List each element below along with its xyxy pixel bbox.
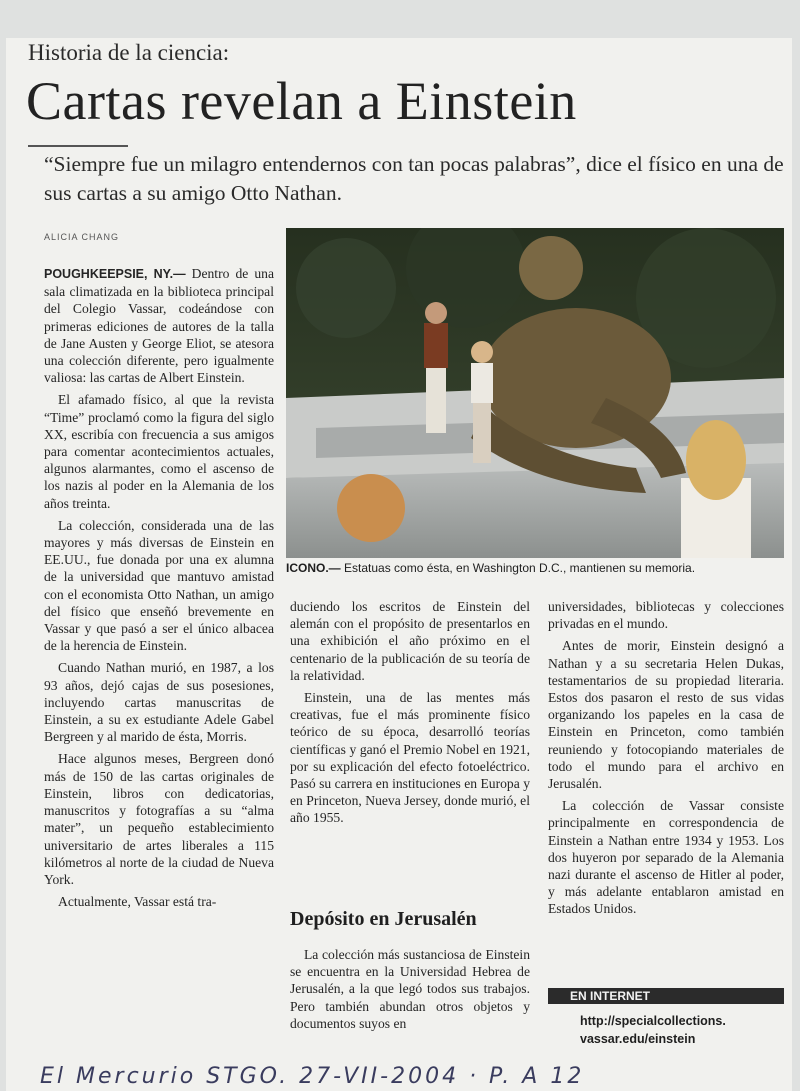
headline-rule (28, 145, 128, 147)
paragraph: La colección más sustanciosa de Einstein se encuentra en la Universidad Hebrea de Jerusalén, a la que legó todos sus trabajos. Pero también abundan otros objetos y documentos suyos en (290, 947, 530, 1031)
article-headline: Cartas revelan a Einstein (26, 71, 577, 131)
paragraph: Antes de morir, Einstein designó a Nathan y a su secretaria Helen Dukas, testamentarios de su propiedad literaria. Estos dos pasaron el resto de sus vidas organizando los papeles en la casa de Einstein en Princeton, como también reuniendo y fotocopiando materiales de todo el mundo para el archivo en Jerusalén. (548, 638, 784, 792)
section-subhead: Depósito en Jerusalén (290, 908, 477, 930)
article-column-2 (290, 598, 530, 832)
article-column-3 (548, 598, 784, 923)
einstein-statue-photo (286, 228, 784, 558)
article-byline: ALICIA CHANG (44, 232, 120, 242)
paragraph: Cuando Nathan murió, en 1987, a los 93 años, dejó cajas de sus posesiones, incluyendo cartas manuscritas de Einstein, a su ex estudiante Adele Gabel Bergreen y al marido de ésta, Morris. (44, 660, 274, 745)
article-column-2b (290, 946, 530, 1037)
paragraph: El afamado físico, al que la revista “Time” proclamó como la figura del siglo XX, escribía con frecuencia a sus amigos para comentar acontecimientos actuales, algunos alarmantes, como el ascenso de los nazis al poder en la Alemania de los años treinta. (44, 392, 274, 511)
article-dateline: POUGHKEEPSIE, NY.— (44, 267, 186, 281)
internet-label: EN INTERNET (548, 988, 784, 1004)
paragraph: La colección, considerada una de las mayores y más diversas de Einstein en EE.UU., fue donada por una ex alumna de la universidad que mantuvo amistad con el economista Otto Nathan, un amigo del físico que enseñó brevemente en Vassar y que pasó a ser el único albacea de la herencia de Einstein. (44, 517, 274, 654)
internet-url-line-1: http://specialcollections. (580, 1014, 726, 1028)
article-deck: “Siempre fue un milagro entendernos con tan pocas palabras”, dice el físico en una de sus cartas a su amigo Otto Nathan. (44, 152, 784, 205)
paragraph: La colección de Vassar consiste principalmente en correspondencia de Einstein a Nathan entre 1934 y 1953. Los dos huyeron por separado de la Alemania nazi durante el ascenso de Hitler al poder, y más adelante entablaron amistad en Estados Unidos. (548, 798, 784, 917)
photo-caption (286, 561, 784, 575)
caption-lead: ICONO.— (286, 561, 341, 575)
internet-url-line-2: vassar.edu/einstein (580, 1032, 696, 1046)
paragraph: Actualmente, Vassar está tra- (58, 894, 217, 910)
internet-url[interactable] (580, 1012, 780, 1048)
article-column-1 (44, 265, 274, 915)
paragraph: Hace algunos meses, Bergreen donó más de 150 de las cartas originales de Einstein, libros con dedicatorias, manuscritos y fotografías a su “alma mater”, un pequeño establecimiento universitario de artes liberales a 115 kilómetros al norte de la ciudad de Nueva York. (44, 751, 274, 887)
paragraph: Einstein, una de las mentes más creativas, fue el más prominente físico teórico de su época, desarrolló teorías científicas y ganó el Premio Nobel en 1921, por su explicación del efecto fotoeléctrico. Pasó su carrera en instituciones en Europa y en Princeton, Nueva Jersey, donde murió, el año 1955. (290, 690, 530, 826)
article-kicker: Historia de la ciencia: (28, 40, 230, 65)
paragraph: universidades, bibliotecas y colecciones privadas en el mundo. (548, 599, 784, 632)
paragraph: duciendo los escritos de Einstein del alemán con el propósito de presentarlos en una exhibición el año próximo en el centenario de la publicación de su teoría de la relatividad. (290, 599, 530, 683)
handwritten-source-note: El Mercurio STGO. 27-VII-2004 · P. A 12 (40, 1064, 585, 1089)
paragraph (44, 265, 274, 386)
paragraph-text: Dentro de una sala climatizada en la biblioteca principal del Colegio Vassar, codeándose con primeras ediciones de autores de la talla de Jane Austen y George Eliot, se atesora una colección diferente, pero igualmente valiosa: las cartas de Albert Einstein. (44, 266, 274, 386)
statue-illustration (286, 228, 784, 558)
caption-text: Estatuas como ésta, en Washington D.C., mantienen su memoria. (340, 561, 696, 575)
